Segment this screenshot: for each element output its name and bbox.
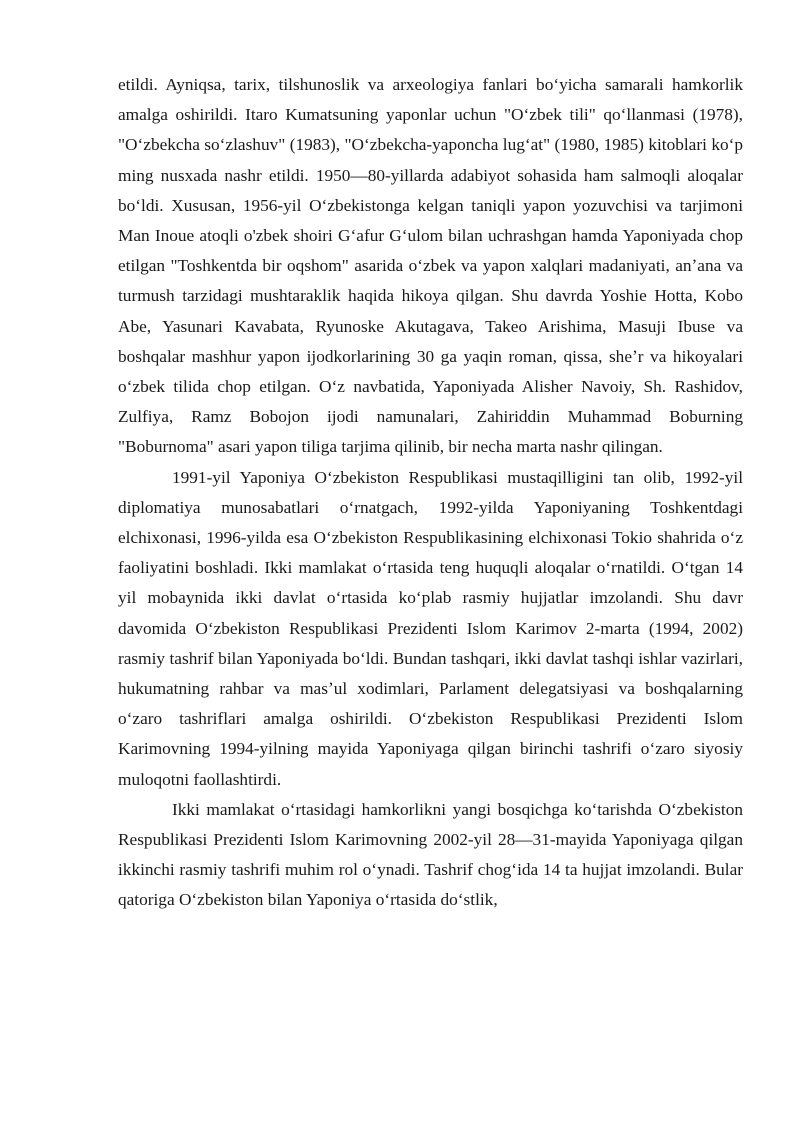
paragraph-diplomatic-relations: 1991-yil Yaponiya Oʻzbekiston Respublikasi mustaqilligini tan olib, 1992-yil diplomatiya munosabatlari oʻrnatgach, 1992-yilda Yaponiyaning Toshkentdagi elchixonasi, 1996-yilda esa Oʻzbekiston Respublikasining elchixonasi Tokio shahrida oʻz faoliyatini boshladi. Ikki mamlakat oʻrtasida teng huquqli aloqalar oʻrnatildi. Oʻtgan 14 yil mobaynida ikki davlat oʻrtasida koʻplab rasmiy hujjatlar imzolandi. Shu davr davomida Oʻzbekiston Respublikasi Prezidenti Islom Karimov 2-marta (1994, 2002) rasmiy tashrif bilan Yaponiyada boʻldi. Bundan tashqari, ikki davlat tashqi ishlar vazirlari, hukumatning rahbar va masʼul xodimlari, Parlament delegatsiyasi va boshqalarning oʻzaro tashriflari amalga oshirildi. Oʻzbekiston Respublikasi Prezidenti Islom Karimovning 1994-yilning mayida Yaponiyaga qilgan birinchi tashrifi oʻzaro siyosiy muloqotni faollashtirdi.: [118, 467, 743, 789]
paragraph-continuation: etildi. Ayniqsa, tarix, tilshunoslik va arxeologiya fanlari boʻyicha samarali hamkorlik amalga oshirildi. Itaro Kumatsuning yaponlar uchun "Oʻzbek tili" qoʻllanmasi (1978), "Oʻzbekcha soʻzlashuv" (1983), "Oʻzbekcha-yaponcha lugʻat" (1980, 1985) kitoblari koʻp ming nusxada nashr etildi. 1950—80-yillarda adabiyot sohasida ham salmoqli aloqalar boʻldi. Xususan, 1956-yil Oʻzbekistonga kelgan taniqli yapon yozuvchisi va tarjimoni Man Inoue atoqli o'zbek shoiri Gʻafur Gʻulom bilan uchrashgan hamda Yaponiyada chop etilgan "Toshkentda bir oqshom" asarida oʻzbek va yapon xalqlari madaniyati, anʼana va turmush tarzidagi mushtaraklik haqida hikoya qilgan. Shu davrda Yoshie Hotta, Kobo Abe, Yasunari Kavabata, Ryunoske Akutagava, Takeo Arishima, Masuji Ibuse va boshqalar mashhur yapon ijodkorlarining 30 ga yaqin roman, qissa, sheʼr va hikoyalari oʻzbek tilida chop etilgan. Oʻz navbatida, Yaponiyada Alisher Navoiy, Sh. Rashidov, Zulfiya, Ramz Bobojon ijodi namunalari, Zahiriddin Muhammad Boburning "Boburnoma" asari yapon tiliga tarjima qilinib, bir necha marta nashr qilingan.: [118, 75, 743, 457]
paragraph-second-visit: Ikki mamlakat oʻrtasidagi hamkorlikni yangi bosqichga koʻtarishda Oʻzbekiston Respublikasi Prezidenti Islom Karimovning 2002-yil 28—31-mayida Yaponiyaga qilgan ikkinchi rasmiy tashrifi muhim rol oʻynadi. Tashrif chogʻida 14 ta hujjat imzolandi. Bular qatoriga Oʻzbekiston bilan Yaponiya oʻrtasida doʻstlik,: [118, 799, 743, 910]
document-page: [118, 70, 743, 916]
